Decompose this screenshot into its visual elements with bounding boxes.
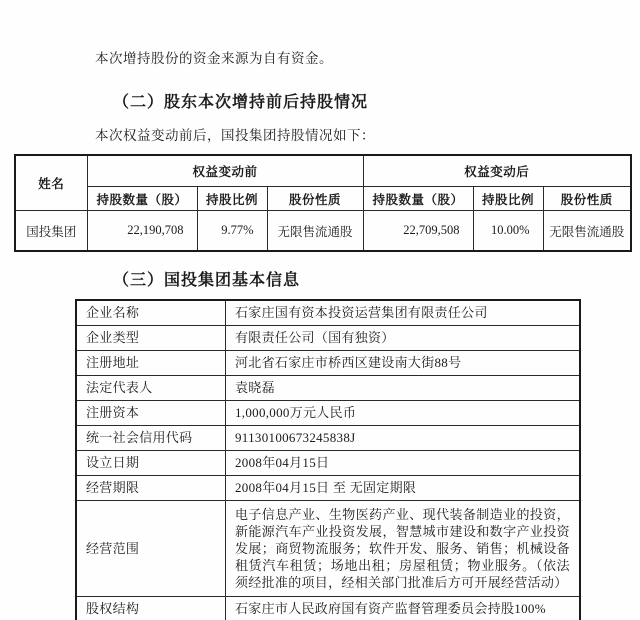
section-2-intro-text: 本次权益变动前后，国投集团持股情况如下： <box>95 128 375 143</box>
holdings-data-row <box>15 211 631 252</box>
before-nature-value: 无限售流通股 <box>267 211 363 252</box>
info-row-business-scope <box>76 500 580 596</box>
before-ratio-value: 9.77% <box>197 211 267 252</box>
info-value: 电子信息产业、生物医药产业、现代装备制造业的投资，新能源汽车产业投资发展，智慧城市建设和数字产业投资发展；商贸物流服务；软件开发、服务、销售；机械设备租赁汽车租赁；场地出租；房屋租赁；物业服务。（依法须经批准的项目，经相关部门批准后方可开展经营活动） <box>226 500 581 596</box>
info-label: 股权结构 <box>76 596 226 620</box>
info-value: 河北省石家庄市桥西区建设南大街88号 <box>226 350 581 375</box>
info-row-establishment-date <box>76 450 580 475</box>
info-row-legal-representative <box>76 375 580 400</box>
after-nature-value: 无限售流通股 <box>543 211 631 252</box>
before-shares-value: 22,190,708 <box>87 211 197 252</box>
before-nature-header: 股份性质 <box>267 187 363 211</box>
holdings-sub-header-row <box>15 187 631 211</box>
section-2-heading: （二）股东本次增持前后持股情况 <box>113 94 369 111</box>
info-label: 设立日期 <box>76 450 226 475</box>
before-change-group-header: 权益变动前 <box>87 155 363 187</box>
after-shares-value: 22,709,508 <box>363 211 473 252</box>
info-row-credit-code <box>76 425 580 450</box>
holdings-change-table <box>14 154 632 252</box>
info-label: 经营范围 <box>76 500 226 596</box>
info-label: 法定代表人 <box>76 375 226 400</box>
info-value: 石家庄市人民政府国有资产监督管理委员会持股100% <box>226 596 581 620</box>
name-column-header: 姓名 <box>15 155 87 211</box>
after-change-group-header: 权益变动后 <box>363 155 631 187</box>
info-label: 企业名称 <box>76 300 226 325</box>
info-value: 有限责任公司（国有独资） <box>226 325 581 350</box>
company-basic-info-table <box>75 299 581 620</box>
info-label: 注册地址 <box>76 350 226 375</box>
info-label: 统一社会信用代码 <box>76 425 226 450</box>
info-label: 经营期限 <box>76 475 226 500</box>
after-ratio-header: 持股比例 <box>473 187 543 211</box>
shareholder-name: 国投集团 <box>15 211 87 252</box>
before-shares-header: 持股数量（股） <box>87 187 197 211</box>
info-row-registered-address <box>76 350 580 375</box>
after-nature-header: 股份性质 <box>543 187 631 211</box>
info-value: 2008年04月15日 至 无固定期限 <box>226 475 581 500</box>
info-row-registered-capital <box>76 400 580 425</box>
section-3-heading: （三）国投集团基本信息 <box>113 272 301 289</box>
info-value: 91130100673245838J <box>226 425 581 450</box>
after-ratio-value: 10.00% <box>473 211 543 252</box>
info-value: 石家庄国有资本投资运营集团有限责任公司 <box>226 300 581 325</box>
info-label: 企业类型 <box>76 325 226 350</box>
info-row-business-term <box>76 475 580 500</box>
info-row-company-name <box>76 300 580 325</box>
info-label: 注册资本 <box>76 400 226 425</box>
info-value: 袁晓磊 <box>226 375 581 400</box>
info-value: 1,000,000万元人民币 <box>226 400 581 425</box>
info-value: 2008年04月15日 <box>226 450 581 475</box>
holdings-group-header-row <box>15 155 631 187</box>
before-ratio-header: 持股比例 <box>197 187 267 211</box>
funding-source-text: 本次增持股份的资金来源为自有资金。 <box>95 51 333 66</box>
info-row-equity-structure <box>76 596 580 620</box>
after-shares-header: 持股数量（股） <box>363 187 473 211</box>
info-row-company-type <box>76 325 580 350</box>
